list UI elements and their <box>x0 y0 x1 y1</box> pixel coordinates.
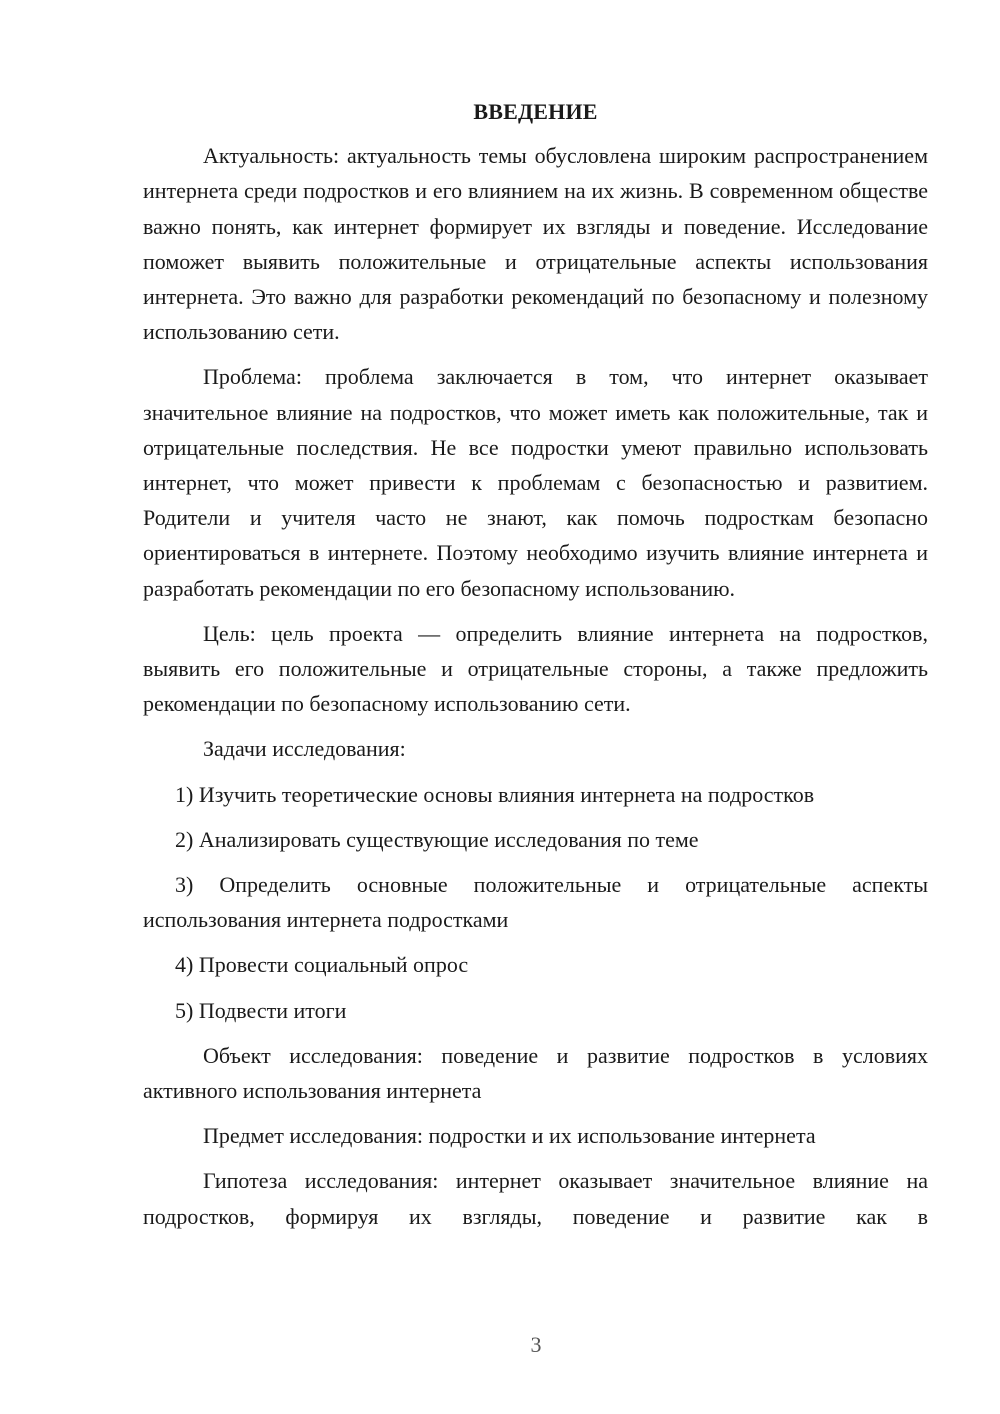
paragraph-relevance: Актуальность: актуальность темы обусловлена широким распространением интернета среди подростков и его влиянием на их жизнь. В современном обществе важно понять, как интернет формирует их взгляды и поведение. Исследование поможет выявить положительные и отрицательные аспекты использования интернета. Это важно для разработки рекомендаций по безопасному и полезному использованию сети. <box>143 143 928 345</box>
task-item: 3) Определить основные положительные и отрицательные аспекты использования интернета подростками <box>143 872 928 933</box>
paragraph-goal: Цель: цель проекта — определить влияние интернета на подростков, выявить его положительные и отрицательные стороны, а также предложить рекомендации по безопасному использованию сети. <box>143 620 928 717</box>
page-content <box>143 94 928 1244</box>
tasks-title: Задачи исследования: <box>203 736 406 762</box>
task-item: 2) Анализировать существующие исследования по теме <box>175 826 699 852</box>
paragraph-object: Объект исследования: поведение и развитие подростков в условиях активного использования интернета <box>143 1042 928 1104</box>
section-heading: ВВЕДЕНИЕ <box>473 99 598 124</box>
task-item: 1) Изучить теоретические основы влияния интернета на подростков <box>175 781 815 807</box>
task-item: 4) Провести социальный опрос <box>175 952 469 978</box>
task-item: 5) Подвести итоги <box>175 997 347 1023</box>
paragraph-problem: Проблема: проблема заключается в том, что интернет оказывает значительное влияние на подростков, что может иметь как положительные, так и отрицательные последствия. Не все подростки умеют правильно использовать интернет, что может привести к проблемам с безопасностью и развитием. Родители и учителя часто не знают, как помочь подросткам безопасно ориентироваться в интернете. Поэтому необходимо изучить влияние интернета и разработать рекомендации по его безопасному использованию. <box>143 364 928 601</box>
page-number: 3 <box>530 1332 542 1357</box>
paragraph-hypothesis: Гипотеза исследования: интернет оказывает значительное влияние на подростков, формируя их взгляды, поведение и развитие как в <box>143 1168 928 1229</box>
paragraph-subject: Предмет исследования: подростки и их использование интернета <box>203 1123 816 1149</box>
